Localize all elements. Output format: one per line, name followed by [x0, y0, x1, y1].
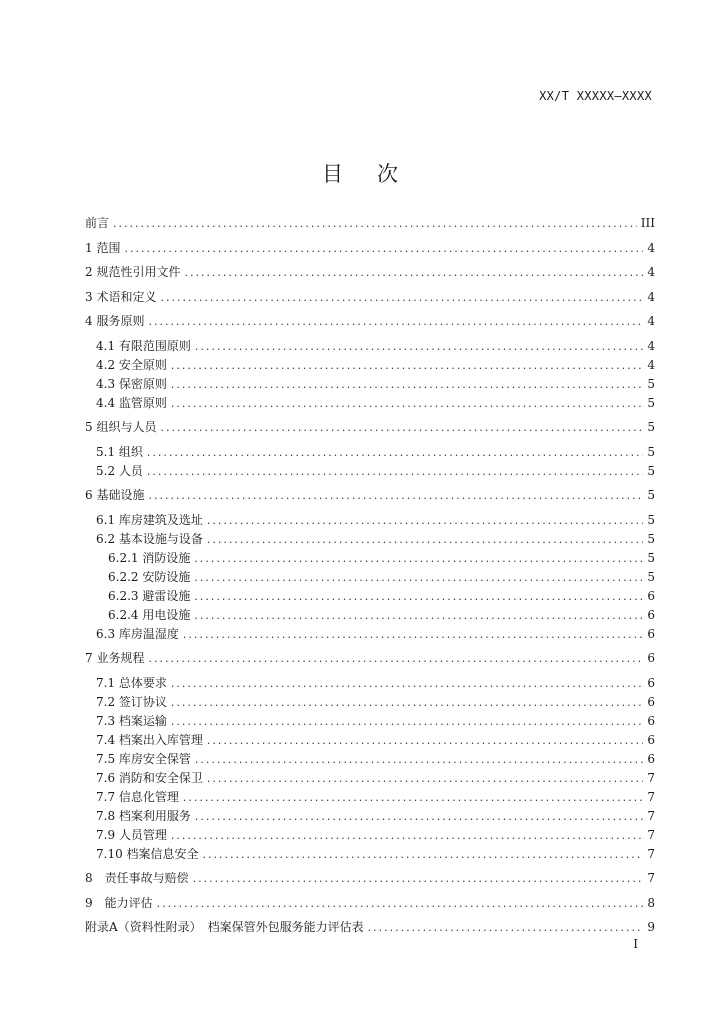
toc-entry-page: 5 [647, 444, 655, 459]
toc-entry[interactable] [85, 511, 655, 530]
toc-entry[interactable] [85, 549, 655, 568]
toc-entry-page: 4 [647, 265, 655, 279]
toc-leader-dots [194, 549, 643, 568]
toc-entry-page: 5 [647, 550, 655, 565]
toc-leader-dots [194, 568, 643, 587]
toc-entry-page: 7 [647, 789, 655, 804]
toc-entry[interactable] [85, 239, 655, 258]
toc-entry-label: 6.2.2 安防设施 [108, 569, 191, 584]
toc-leader-dots [368, 918, 643, 937]
toc-entry[interactable] [85, 263, 655, 282]
toc-entry[interactable] [85, 769, 655, 788]
toc-leader-dots [183, 788, 643, 807]
toc-entry[interactable] [85, 568, 655, 587]
toc-entry-label: 7 业务规程 [85, 651, 145, 665]
toc-entry[interactable] [85, 826, 655, 845]
toc-entry-page: 5 [647, 569, 655, 584]
toc-entry-page: 7 [647, 871, 655, 885]
toc-entry-page: 6 [647, 751, 655, 766]
toc-entry-page: 5 [647, 488, 655, 502]
toc-leader-dots [194, 606, 643, 625]
toc-entry-page: 4 [647, 314, 655, 328]
toc-leader-dots [160, 288, 643, 307]
toc-entry-label: 6.3 库房温湿度 [96, 626, 179, 641]
toc-entry-page: 6 [647, 732, 655, 747]
toc-entry-page: 7 [647, 770, 655, 785]
toc-leader-dots [207, 511, 643, 530]
toc-leader-dots [171, 356, 643, 375]
toc-entry[interactable] [85, 869, 655, 888]
toc-entry-page: 6 [647, 626, 655, 641]
toc-title: 目次 [322, 162, 432, 186]
toc-entry-label: 5.2 人员 [96, 463, 143, 478]
toc-entry-label: 7.5 库房安全保管 [96, 751, 191, 766]
toc-entry[interactable] [85, 693, 655, 712]
toc-entry-page: 4 [647, 338, 655, 353]
toc-leader-dots [195, 337, 643, 356]
toc-entry[interactable] [85, 649, 655, 668]
toc-entry-label: 2 规范性引用文件 [85, 265, 181, 279]
toc-leader-dots [171, 712, 643, 731]
toc-leader-dots [171, 674, 643, 693]
toc-entry-label: 7.7 信息化管理 [96, 789, 179, 804]
toc-entry-page: 6 [647, 675, 655, 690]
toc-entry-page: 7 [647, 827, 655, 842]
toc-entry-page: 5 [647, 463, 655, 478]
toc-entry-label: 6 基础设施 [85, 488, 145, 502]
toc-entry-label: 4.2 安全原则 [96, 357, 167, 372]
toc-entry[interactable] [85, 337, 655, 356]
toc-entry-page: 5 [647, 531, 655, 546]
toc-entry-label: 7.8 档案利用服务 [96, 808, 191, 823]
toc-leader-dots [194, 587, 643, 606]
toc-entry-page: III [640, 216, 655, 230]
toc-entry[interactable] [85, 462, 655, 481]
toc-entry-label: 6.2.1 消防设施 [108, 550, 191, 565]
toc-entry[interactable] [85, 918, 655, 937]
toc-entry-label: 5 组织与人员 [85, 420, 157, 434]
toc-leader-dots [207, 530, 643, 549]
toc-entry-label: 6.2.3 避雷设施 [108, 588, 191, 603]
toc-entry[interactable] [85, 606, 655, 625]
toc-entry[interactable] [85, 625, 655, 644]
toc-leader-dots [147, 462, 643, 481]
toc-entry[interactable] [85, 845, 655, 864]
toc-entry-label: 前言 [85, 216, 110, 230]
toc-entry[interactable] [85, 375, 655, 394]
toc-leader-dots [184, 263, 643, 282]
toc-entry-label: 7.2 签订协议 [96, 694, 167, 709]
toc-entry[interactable] [85, 788, 655, 807]
toc-entry[interactable] [85, 530, 655, 549]
toc-leader-dots [113, 214, 637, 233]
toc-entry[interactable] [85, 214, 655, 233]
toc-entry-page: 4 [647, 240, 655, 255]
toc-entry-label: 6.2.4 用电设施 [108, 607, 191, 622]
toc-entry-page: 4 [647, 289, 655, 304]
toc-entry-label: 4.3 保密原则 [96, 376, 167, 391]
toc-entry-label: 4.4 监管原则 [96, 395, 167, 410]
toc-entry-label: 6.1 库房建筑及选址 [96, 512, 203, 527]
toc-leader-dots [124, 239, 643, 258]
toc-leader-dots [147, 443, 643, 462]
toc-leader-dots [171, 394, 643, 413]
toc-entry-page: 5 [647, 420, 655, 434]
toc-entry[interactable] [85, 486, 655, 505]
toc-leader-dots [157, 894, 643, 913]
toc-leader-dots [160, 418, 643, 437]
table-of-contents [85, 214, 655, 937]
toc-entry-label: 7.9 人员管理 [96, 827, 167, 842]
toc-entry[interactable] [85, 394, 655, 413]
toc-leader-dots [203, 845, 643, 864]
toc-leader-dots [195, 750, 643, 769]
toc-entry-label: 1 范围 [85, 240, 121, 255]
toc-entry[interactable] [85, 356, 655, 375]
toc-entry-label: 7.3 档案运输 [96, 713, 167, 728]
toc-entry-page: 5 [647, 376, 655, 391]
toc-entry-page: 6 [647, 694, 655, 709]
toc-leader-dots [171, 693, 643, 712]
document-code: XX/T XXXXX—XXXX [539, 89, 652, 103]
toc-entry-page: 9 [647, 920, 655, 934]
toc-entry-label: 9 能力评估 [85, 895, 153, 910]
toc-entry-page: 7 [647, 808, 655, 823]
toc-entry-label: 5.1 组织 [96, 444, 143, 459]
toc-entry-page: 8 [647, 895, 655, 910]
toc-entry-label: 附录A（资料性附录） 档案保管外包服务能力评估表 [85, 920, 364, 934]
toc-entry-label: 7.10 档案信息安全 [96, 846, 199, 861]
toc-entry-label: 7.1 总体要求 [96, 675, 167, 690]
toc-entry-label: 7.4 档案出入库管理 [96, 732, 203, 747]
toc-entry-page: 6 [647, 607, 655, 622]
toc-leader-dots [148, 649, 643, 668]
toc-entry[interactable] [85, 443, 655, 462]
toc-entry[interactable] [85, 288, 655, 307]
toc-entry[interactable] [85, 674, 655, 693]
toc-entry-page: 6 [647, 588, 655, 603]
toc-entry-page: 4 [647, 357, 655, 372]
toc-entry-label: 4.1 有限范围原则 [96, 338, 191, 353]
toc-leader-dots [148, 312, 643, 331]
page-number: I [633, 937, 638, 951]
toc-leader-dots [171, 826, 643, 845]
toc-entry-page: 6 [647, 713, 655, 728]
toc-entry[interactable] [85, 731, 655, 750]
toc-leader-dots [148, 486, 643, 505]
toc-entry-label: 6.2 基本设施与设备 [96, 531, 203, 546]
toc-entry-label: 3 术语和定义 [85, 289, 157, 304]
toc-entry[interactable] [85, 312, 655, 331]
toc-entry-page: 6 [647, 651, 655, 665]
toc-entry-label: 7.6 消防和安全保卫 [96, 770, 203, 785]
toc-entry-label: 4 服务原则 [85, 314, 145, 328]
toc-leader-dots [193, 869, 643, 888]
toc-entry[interactable] [85, 587, 655, 606]
toc-leader-dots [207, 769, 643, 788]
toc-entry[interactable] [85, 418, 655, 437]
toc-entry[interactable] [85, 750, 655, 769]
toc-leader-dots [207, 731, 643, 750]
toc-entry[interactable] [85, 712, 655, 731]
toc-leader-dots [195, 807, 643, 826]
toc-entry-label: 8 责任事故与赔偿 [85, 871, 189, 885]
toc-entry-page: 5 [647, 395, 655, 410]
toc-entry-page: 5 [647, 512, 655, 527]
toc-leader-dots [171, 375, 643, 394]
toc-entry[interactable] [85, 807, 655, 826]
toc-leader-dots [183, 625, 643, 644]
toc-entry[interactable] [85, 894, 655, 913]
toc-entry-page: 7 [647, 846, 655, 861]
